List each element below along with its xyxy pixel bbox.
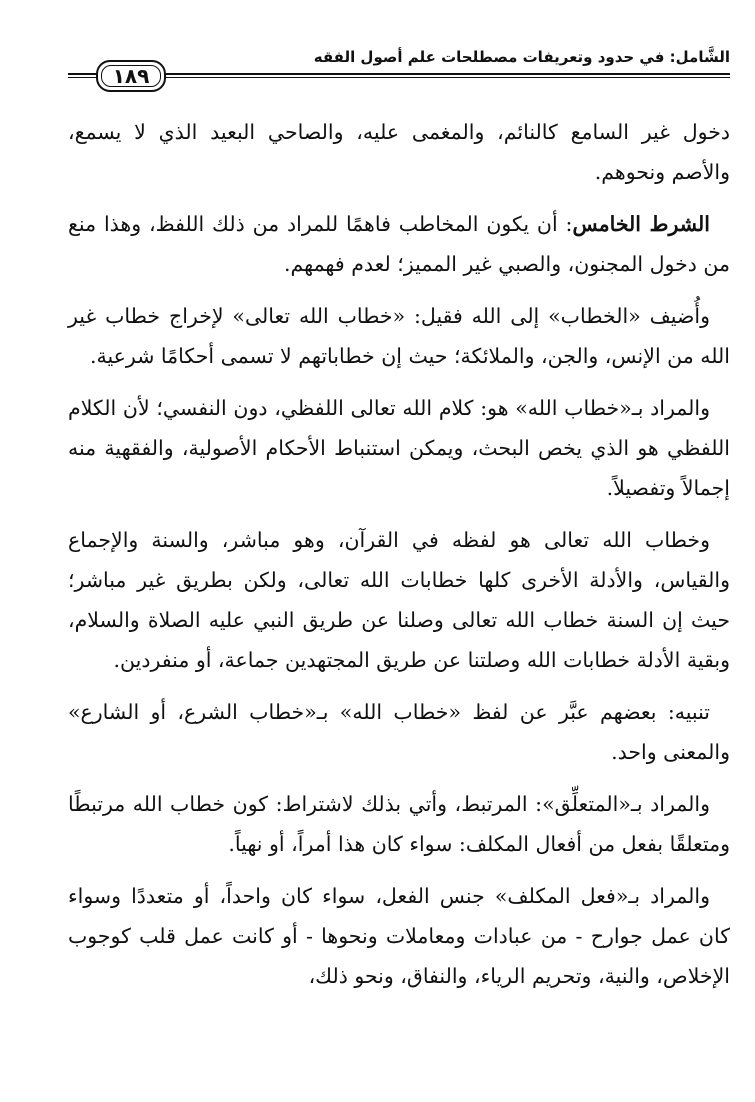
paragraph-text: والمراد بـ«خطاب الله» هو: كلام الله تعالى اللفظي، دون النفسي؛ لأن الكلام اللفظي هو الذي يخص البحث، ويمكن استنباط الأحكام الأصولية، والفقهية منه إجمالاً وتفصيلاً. [68,396,730,500]
paragraph-text: وأُضيف «الخطاب» إلى الله فقيل: «خطاب الله تعالى» لإخراج خطاب غير الله من الإنس، والجن، والملائكة؛ حيث إن خطاباتهم لا تسمى أحكامًا شرعية. [68,304,730,368]
paragraph-text: : أن يكون المخاطب فاهمًا للمراد من ذلك اللفظ، وهذا منع من دخول المجنون، والصبي غير المميز؛ لعدم فهمهم. [68,212,730,276]
paragraph [68,876,730,996]
header-rule-left [68,73,98,75]
paragraph [68,388,730,508]
header-rule-thin [160,77,730,78]
page-number-badge [96,60,166,92]
paragraph [68,204,730,284]
paragraph [68,520,730,680]
header-rule-left-thin [68,77,98,78]
paragraph-text: وخطاب الله تعالى هو لفظه في القرآن، وهو مباشر، والسنة والإجماع والقياس، والأدلة الأخرى كلها خطابات الله تعالى، ولكن بطريق غير مباشر؛ حيث إن السنة خطاب الله تعالى وصلنا عن طريق النبي عليه الصلاة والسلام، وبقية الأدلة خطابات الله وصلتنا عن طريق المجتهدين جماعة، أو منفردين. [68,528,730,672]
paragraph-text: دخول غير السامع كالنائم، والمغمى عليه، والصاحي البعيد الذي لا يسمع، والأصم ونحوهم. [68,120,730,184]
paragraph-text: تنبيه: بعضهم عبَّر عن لفظ «خطاب الله» بـ«خطاب الشرع، أو الشارع» والمعنى واحد. [68,700,730,764]
paragraph [68,112,730,192]
paragraph-text: والمراد بـ«فعل المكلف» جنس الفعل، سواء كان واحداً، أو متعددًا وسواء كان عمل جوارح - من عبادات ومعاملات ونحوها - أو كانت عمل قلب كوجوب الإخلاص، والنية، وتحريم الرياء، والنفاق، ونحو ذلك، [68,884,730,988]
running-title: الشَّامل: في حدود وتعريفات مصطلحات علم أصول الفقه [313,48,730,66]
paragraph [68,784,730,864]
paragraph [68,296,730,376]
paragraph-lead: الشرط الخامس [572,212,710,236]
page-body [68,112,730,1008]
paragraph-text: والمراد بـ«المتعلِّق»: المرتبط، وأتي بذلك لاشتراط: كون خطاب الله مرتبطًا ومتعلقًا بفعل من أفعال المكلف: سواء كان هذا أمراً، أو نهياً. [68,792,730,856]
paragraph [68,692,730,772]
page-header [68,40,730,96]
header-rule [160,73,730,75]
page-number: ١٨٩ [112,64,150,88]
